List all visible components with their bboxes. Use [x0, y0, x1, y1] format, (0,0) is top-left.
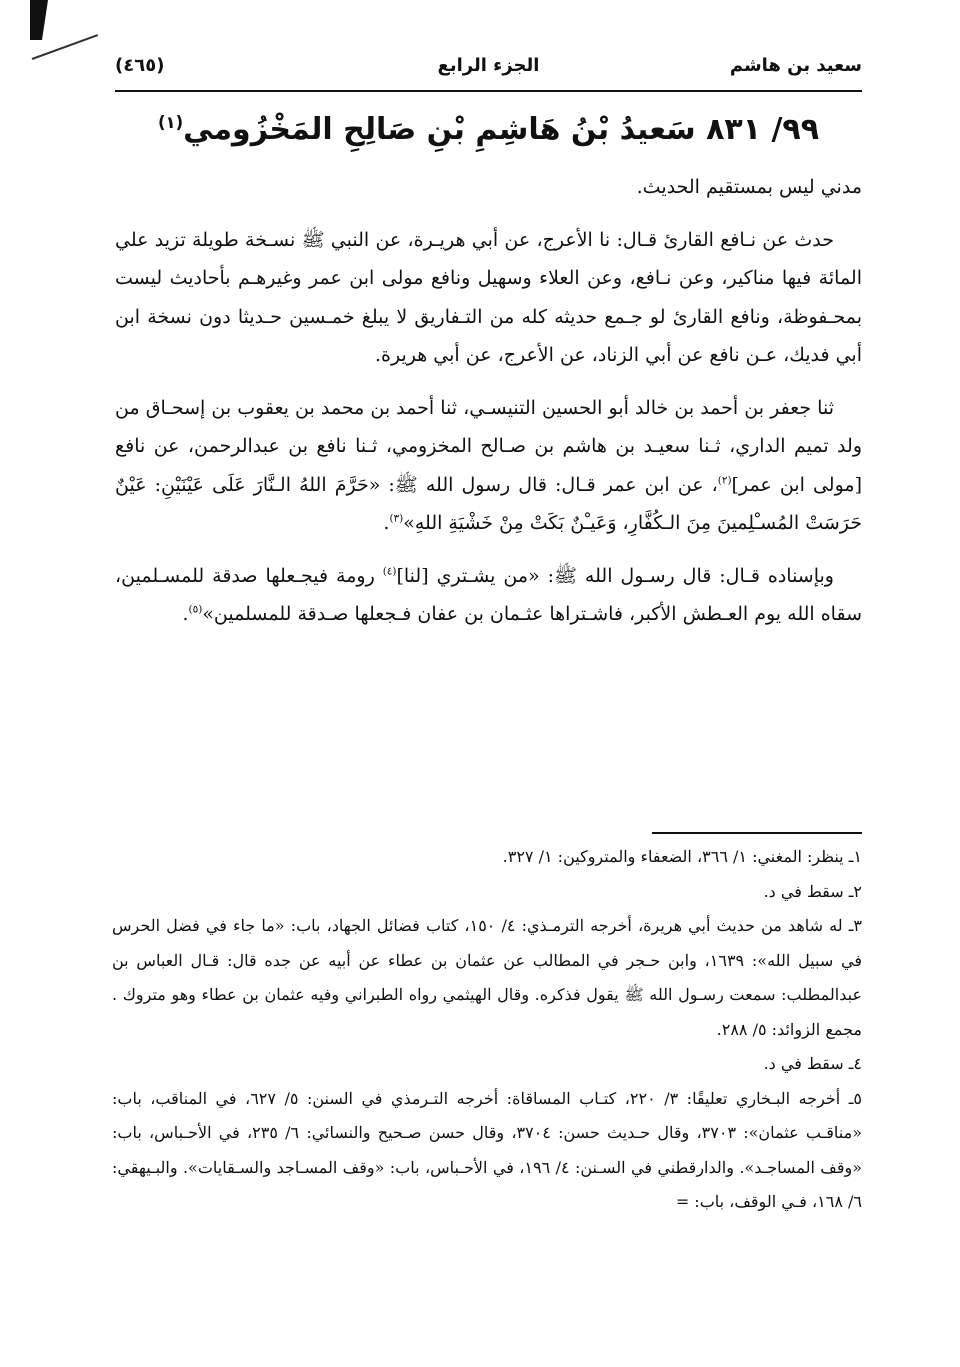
- header-page-number: (٤٦٥): [115, 55, 165, 76]
- paragraph-4-part-3: .: [182, 603, 189, 625]
- running-header: [115, 55, 862, 89]
- entry-title-footnote-ref: (١): [157, 113, 184, 132]
- footnote-4: ٤ـ سقط في د.: [763, 1054, 862, 1073]
- paragraph-1: مدني ليس بمستقيم الحديث.: [636, 176, 862, 198]
- footnote-ref-5: (٥): [188, 603, 203, 616]
- paragraph-4-part-2: رومة فيجـعلها صدقة للمسـلمين، سقاه الله يوم العـطش الأكبر، فاشـتراها عثـمان بن عفان فـجعلها صـدقة للمسلمين»: [115, 564, 862, 625]
- paragraph-3-part-3: .: [383, 512, 390, 534]
- header-author-name: سعيد بن هاشم: [729, 55, 862, 76]
- footnote-ref-3: (٣): [389, 512, 404, 525]
- footnote-1: ١ـ ينظر: المغني: ١/ ٣٦٦، الضعفاء والمتروكين: ١/ ٣٢٧.: [502, 847, 862, 866]
- entry-title-text: ٩٩/ ٨٣١ سَعيدُ بْنُ هَاشِمِ بْنِ صَالِحِ المَخْزُومي: [183, 112, 820, 147]
- footnote-2: ٢ـ سقط في د.: [763, 881, 862, 901]
- footnote-ref-4: (٤): [382, 565, 397, 578]
- entry-title: [115, 108, 862, 152]
- scan-corner-mark: [30, 0, 48, 40]
- paragraph-3: [115, 389, 862, 543]
- header-volume-label: الجزء الرابع: [437, 55, 540, 76]
- paragraph-4-part-1: وبإسناده قـال: قال رسـول الله ﷺ: «من يشـتري [لنا]: [396, 564, 834, 587]
- footnote-5: ٥ـ أخرجه البـخاري تعليقًا: ٣/ ٢٢٠، كتـاب المساقاة: أخرجه التـرمذي في السنن: ٥/ ٦٢٧، في المناقب، باب: «مناقـب عثمان»: ٣٧٠٣، وقال حـديث حسن: ٣٧٠٤، وقال حسن صـحيح والنسائي: ٦/ ٢٣٥، في الأحـباس، باب: «وقف المساجـد». والدارقطني في السـنن: ٤/ ١٩٦، في الأحـباس، باب: «وقف المسـاجد والسـقايات». والبـيهقي: ٦/ ١٦٨، فـي الوقف، باب: =: [112, 1088, 863, 1211]
- footnote-ref-2: (٢): [717, 474, 732, 487]
- paragraph-2: حدث عن نـافع القارئ قـال: نا الأعرج، عن أبي هريـرة، عن النبي ﷺ نسـخة طويلة تزيد علي المائة فيها مناكير، وعن نـافع، وعن العلاء وسهيل ونافع مولى ابن عمر وغيرهـم بأحاديث ليست بمحـفوظة، ونافع القارئ لو جـمع حديثه كله من التـفاريق لا يبلغ خمـسين حـديثا دون نسخة ابن أبي فديك، عـن نافع عن أبي الزناد، عن الأعرج، عن أبي هريرة.: [115, 228, 862, 366]
- footnote-separator: [652, 832, 862, 834]
- header-rule: [115, 90, 862, 92]
- paragraph-3-part-2: ، عن ابن عمر قـال: قال رسول الله ﷺ: «حَرَّمَ اللهُ الـنَّارَ عَلَى عَيْنَيْنِ: عَيْنٌ حَرَسَتْ المُسـْلِمينَ مِنَ الـكُفَّارِ، وَعَيـْنٌ بَكَتْ مِنْ خَشْيَةِ اللهِ»: [115, 473, 862, 534]
- paragraph-4: [115, 557, 862, 634]
- footnotes: [112, 840, 862, 1220]
- main-text: [115, 168, 862, 648]
- paragraph-3-part-1: ثنا جعفر بن أحمد بن خالد أبو الحسين التنيسـي، ثنا أحمد بن محمد بن يعقوب بن إسحـاق من ولد تميم الداري، ثـنا سعيـد بن هاشم بن صـالح المخزومي، ثـنا نافع بن عبدالرحمن، عن نافع [مولى ابن عمر]: [115, 396, 862, 496]
- footnote-3: ٣ـ له شاهد من حديث أبي هريرة، أخرجه الترمـذي: ٤/ ١٥٠، كتاب فضائل الجهاد، باب: «ما جاء في فضل الحرس في سبيل الله»: ١٦٣٩، وابن حـجر في المطالب عن عثمان بن عطاء عن أبيه عن جده قال: قـال العباس بن عبدالمطلب: سمعت رسـول الله ﷺ يقول فذكره. وقال الهيثمي رواه الطبراني وفيه عثمان بن عطاء وهو متروك . مجمع الزوائد: ٥/ ٢٨٨.: [112, 916, 863, 1039]
